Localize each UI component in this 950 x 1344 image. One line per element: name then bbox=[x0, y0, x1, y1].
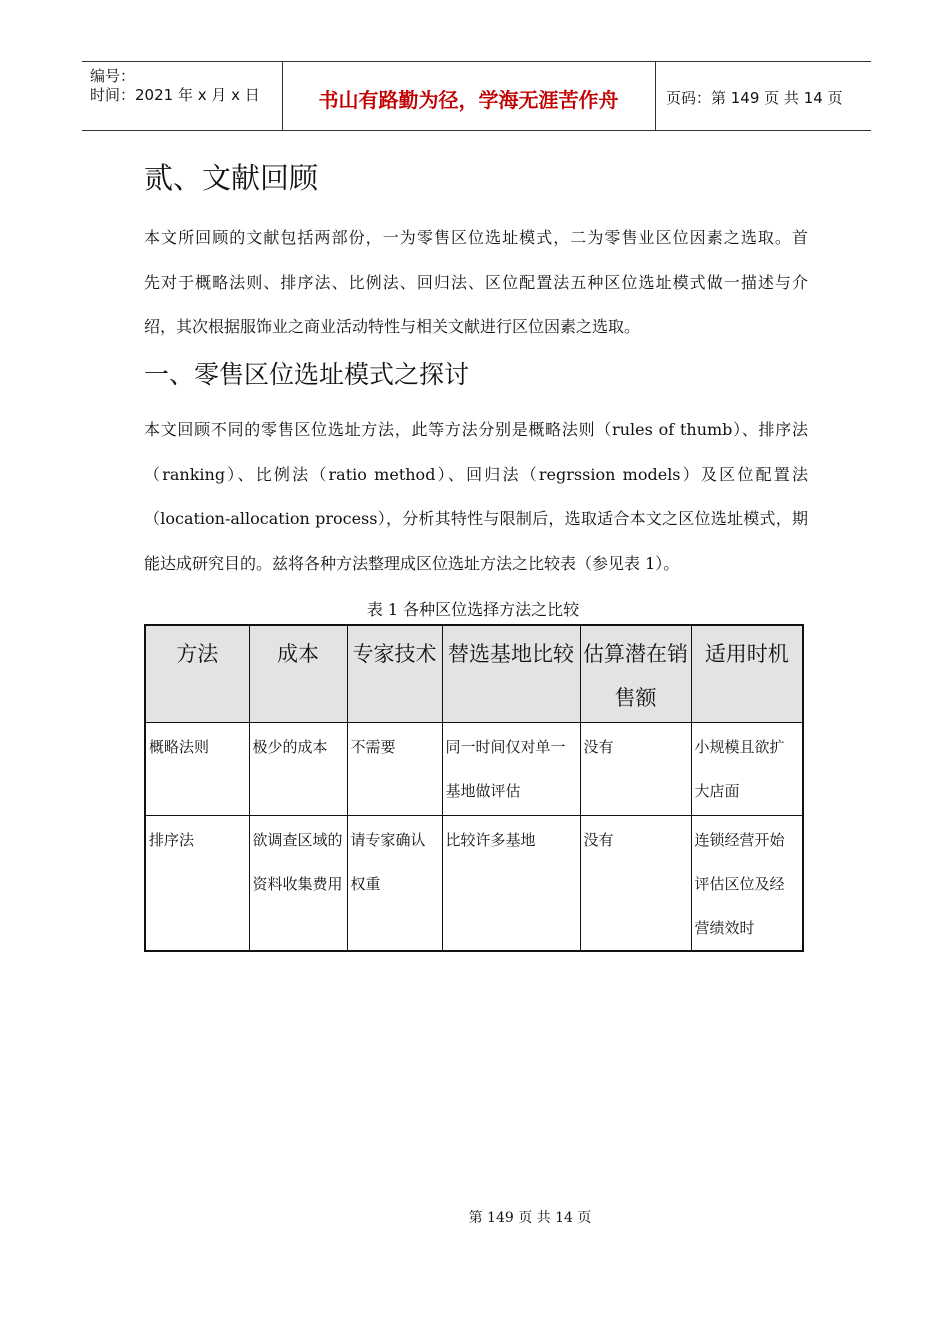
table-cell: 没有 bbox=[580, 816, 691, 952]
table-cell: 请专家确认权重 bbox=[347, 816, 442, 952]
document-number-label: 编号： bbox=[90, 67, 136, 85]
table-cell: 排序法 bbox=[145, 816, 249, 952]
subsection-title: 一、零售区位选址模式之探讨 bbox=[144, 360, 470, 389]
table-row bbox=[145, 723, 803, 816]
intro-paragraph bbox=[144, 216, 808, 350]
table-cell: 欲调查区域的资料收集费用 bbox=[249, 816, 347, 952]
header-motto-cell bbox=[282, 62, 656, 130]
document-time-label: 时间：2021 年 x 月 x 日 bbox=[90, 86, 260, 104]
table-row bbox=[145, 816, 803, 952]
header-motto: 书山有路勤为径，学海无涯苦作舟 bbox=[318, 88, 619, 112]
table-cell: 比较许多基地 bbox=[442, 816, 580, 952]
header-cell: 专家技术 bbox=[347, 625, 442, 723]
body-line: 本文回顾不同的零售区位选址方法，此等方法分别是概略法则（rules of thumb）、排序法 bbox=[144, 420, 808, 439]
table-cell: 不需要 bbox=[347, 723, 442, 816]
intro-line: 先对于概略法则、排序法、比例法、回归法、区位配置法五种区位选址模式做一描述与介 bbox=[144, 272, 808, 292]
header-info-cell bbox=[82, 62, 283, 130]
header-cell: 估算潜在销售额 bbox=[580, 625, 691, 723]
header-page-cell bbox=[656, 62, 871, 130]
body-line: 能达成研究目的。兹将各种方法整理成区位选址方法之比较表（参见表 1）。 bbox=[144, 553, 680, 573]
header-page-code: 页码：第 149 页 共 14 页 bbox=[666, 89, 843, 107]
table-cell: 小规模且欲扩大店面 bbox=[691, 723, 803, 816]
table-caption: 表 1 各种区位选择方法之比较 bbox=[366, 600, 580, 619]
body-line: （ranking）、比例法（ratio method）、回归法（regrssion models）及区位配置法 bbox=[144, 464, 808, 484]
intro-line: 本文所回顾的文献包括两部份，一为零售区位选址模式，二为零售业区位因素之选取。首 bbox=[144, 228, 808, 247]
body-line: （location-allocation process），分析其特性与限制后，选取适合本文之区位选址模式，期 bbox=[144, 509, 808, 528]
header-cell: 方法 bbox=[145, 625, 249, 723]
table-cell: 概略法则 bbox=[145, 723, 249, 816]
table-cell: 极少的成本 bbox=[249, 723, 347, 816]
header-cell: 适用时机 bbox=[691, 625, 803, 723]
page-header bbox=[82, 61, 871, 131]
header-cell: 替选基地比较 bbox=[442, 625, 580, 723]
table-cell: 连锁经营开始评估区位及经营绩效时 bbox=[691, 816, 803, 952]
page-footer: 第 149 页 共 14 页 bbox=[468, 1210, 592, 1226]
comparison-table bbox=[144, 624, 804, 952]
header-cell: 成本 bbox=[249, 625, 347, 723]
table-cell: 同一时间仅对单一基地做评估 bbox=[442, 723, 580, 816]
table-cell: 没有 bbox=[580, 723, 691, 816]
section-title: 贰、文献回顾 bbox=[144, 161, 319, 195]
intro-line: 绍，其次根据服饰业之商业活动特性与相关文献进行区位因素之选取。 bbox=[144, 317, 641, 336]
body-paragraph bbox=[144, 408, 808, 586]
table-header-row bbox=[145, 625, 803, 723]
